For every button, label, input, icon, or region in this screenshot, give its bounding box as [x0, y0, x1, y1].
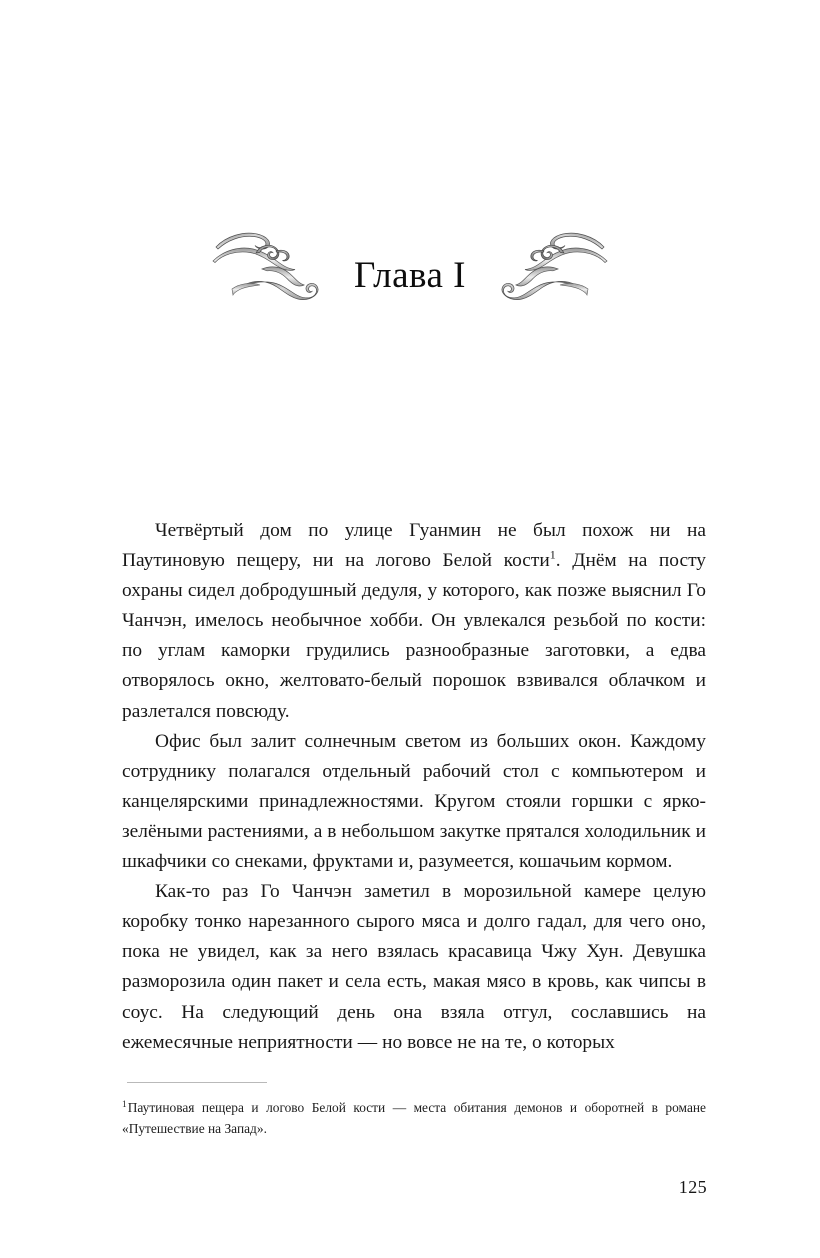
- chapter-title: Глава I: [354, 254, 466, 296]
- cloud-scroll-ornament-right: [480, 225, 610, 325]
- body-text-block: [122, 516, 706, 1058]
- footnote-text: [122, 1097, 706, 1139]
- chapter-header: [0, 222, 820, 328]
- footnote-separator-rule: [127, 1082, 267, 1083]
- footnote-reference-1: 1: [549, 547, 556, 562]
- footnote-block: [122, 1082, 706, 1139]
- cloud-scroll-ornament-left: [210, 225, 340, 325]
- body-paragraph-3: Как-то раз Го Чанчэн заметил в морозильной камере целую коробку тонко нарезанного сырого мяса и долго гадал, для чего оно, пока не увидел, как за него взялась красавица Чжу Хун. Девушка разморозила один пакет и села есть, макая мясо в кровь, как чипсы в соус. На следующий день она взяла отгул, сославшись на ежемесячные неприятности — но вовсе не на те, о которых: [122, 881, 706, 1053]
- footnote-marker: 1: [122, 1099, 127, 1110]
- body-paragraph-2: Офис был залит солнечным светом из больших окон. Каждому сотруднику полагался отдельный рабочий стол с компьютером и канцелярскими принадлежностями. Кругом стояли горшки с ярко-зелёными растениями, а в небольшом закутке прятался холодильник и шкафчики со снеками, фруктами и, разумеется, кошачьим кормом.: [122, 730, 706, 873]
- page-number: 125: [678, 1177, 707, 1197]
- footnote-body: Паутиновая пещера и логово Белой кости — места обитания демонов и оборотней в романе «Путешествие на Запад».: [122, 1100, 706, 1136]
- body-paragraph-1: Четвёртый дом по улице Гуанмин не был похож ни на Паутиновую пещеру, ни на логово Белой кости$^1$. Днём на посту охраны сидел добродушный дедуля, у которого, как позже выяснил Го Чанчэн, имелось необычное хобби. Он увлекался резьбой по кости: по углам каморки грудились разнообразные заготовки, а едва отворялось окно, желтовато-белый порошок взвивался облачком и разлетался повсюду.: [122, 520, 706, 722]
